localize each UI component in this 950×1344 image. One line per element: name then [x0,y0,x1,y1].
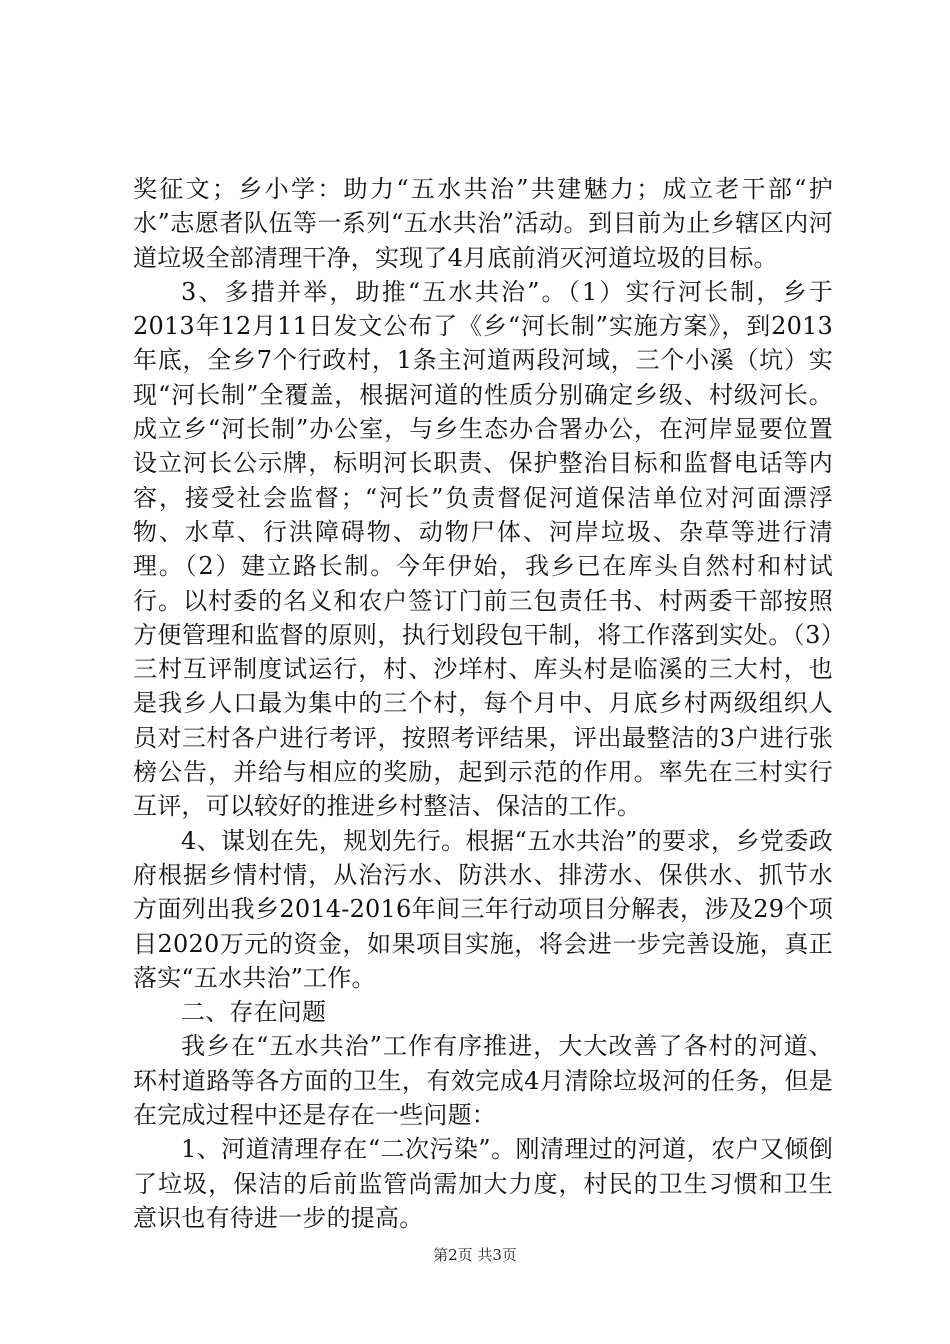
paragraph-item-3: 3、多措并举，助推“五水共治”。（1）实行河长制，乡于2013年12月11日发文公布了《乡“河长制”实施方案》，到2013年底，全乡7个行政村，1条主河道两段河域，三个小溪（坑）实现“河长制”全覆盖，根据河道的性质分别确定乡级、村级河长。成立乡“河长制”办公室，与乡生态办合署办公，在河岸显要位置设立河长公示牌，标明河长职责、保护整治目标和监督电话等内容，接受社会监督；“河长”负责督促河道保洁单位对河面漂浮物、水草、行洪障碍物、动物尸体、河岸垃圾、杂草等进行清理。（2）建立路长制。今年伊始，我乡已在库头自然村和村试行。以村委的名义和农户签订门前三包责任书、村两委干部按照方便管理和监督的原则，执行划段包干制，将工作落到实处。（3）三村互评制度试运行，村、沙垟村、库头村是临溪的三大村，也是我乡人口最为集中的三个村，每个月中、月底乡村两级组织人员对三村各户进行考评，按照考评结果，评出最整洁的3户进行张榜公告，并给与相应的奖励，起到示范的作用。率先在三村实行互评，可以较好的推进乡村整洁、保洁的工作。 [133,277,833,821]
section-heading-problems: 二、存在问题 [181,998,327,1027]
document-body [133,172,833,1235]
page-number-footer: 第2页 共3页 [433,1246,517,1264]
paragraph-item-4: 4、谋划在先，规划先行。根据“五水共治”的要求，乡党委政府根据乡情村情，从治污水、防洪水、排涝水、保供水、抓节水方面列出我乡2014-2016年间三年行动项目分解表，涉及29个项目2020万元的资金，如果项目实施，将会进一步完善设施，真正落实“五水共治”工作。 [133,826,833,992]
paragraph-problem-1: 1、河道清理存在“二次污染”。刚清理过的河道，农户又倾倒了垃圾，保洁的后前监管尚需加大力度，村民的卫生习惯和卫生意识也有待进一步的提高。 [133,1135,833,1232]
paragraph-problems-intro: 我乡在“五水共治”工作有序推进，大大改善了各村的河道、环村道路等各方面的卫生，有效完成4月清除垃圾河的任务，但是在完成过程中还是存在一些问题： [133,1032,833,1130]
paragraph-continued: 奖征文；乡小学：助力“五水共治”共建魅力；成立老干部“护水”志愿者队伍等一系列“五水共治”活动。到目前为止乡辖区内河道垃圾全部清理干净，实现了4月底前消灭河道垃圾的目标。 [133,175,833,272]
